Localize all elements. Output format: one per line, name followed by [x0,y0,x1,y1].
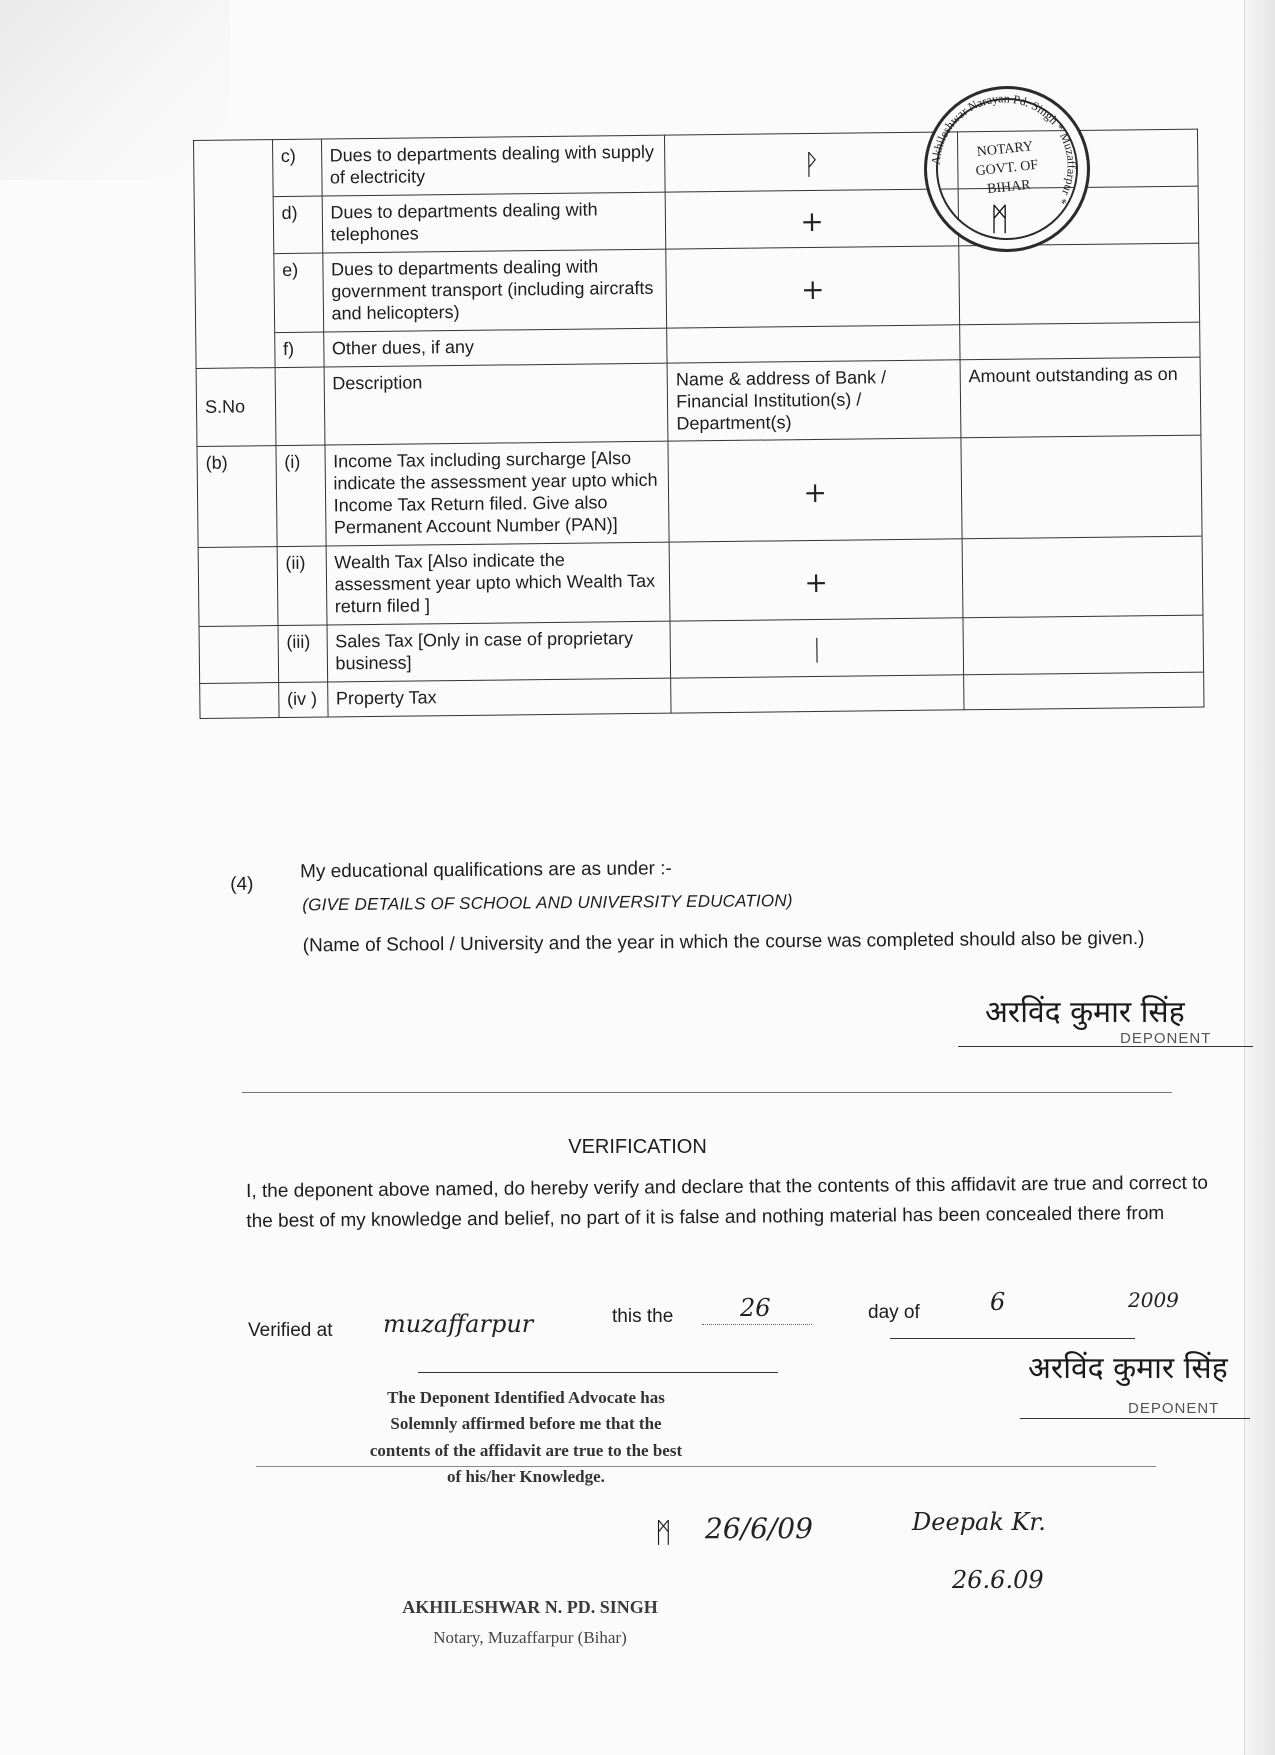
table-header-row [196,357,1201,447]
table-cell-blank [194,140,275,369]
advocate-signature: Deepak Kr. [912,1508,1046,1536]
verified-at-label: Verified at [248,1320,333,1341]
stamp-line-govt: GOVT. OF [974,157,1039,180]
row-bank-cell [669,539,963,621]
row-amount-cell [961,436,1202,540]
row-description: Wealth Tax [Also indicate the assessment year upto which Wealth Tax return filed ] [326,542,671,625]
row-description: Dues to departments dealing with telephones [322,192,666,253]
header-amount: Amount outstanding as on [960,357,1201,439]
row-sno [200,683,279,719]
row-amount-cell [960,322,1201,360]
row-bank-cell [665,189,958,249]
verified-day: 26 [740,1294,771,1322]
verification-line [248,1288,1238,1342]
row-sub-label: e) [273,253,323,332]
row-amount-cell [959,243,1200,325]
row-bank-cell [665,132,958,192]
place-line [418,1372,778,1373]
table-row [195,243,1200,333]
header-bank: Name & address of Bank / Financial Institution(s) / Department(s) [667,359,961,441]
clause-note: (Name of School / University and the year in which the course was completed should also be given.) [302,928,1145,957]
verified-year: 2009 [1128,1288,1179,1312]
verification-body: I, the deponent above named, do hereby verify and declare that the contents of this affidavit are true and correct to the best of my knowledge and belief, no part of it is false and nothing material has been concealed there from [246,1172,1209,1233]
row-sub-label: d) [273,196,323,253]
stamp-line-bihar: BIHAR [986,177,1032,197]
section-divider [242,1092,1172,1093]
row-bank-cell [667,324,960,362]
row-sno: (b) [197,446,277,548]
row-sub-label: f) [274,332,323,368]
table-row [197,436,1202,548]
table-row [198,536,1203,626]
deponent-label-verification: DEPONENT [1128,1400,1220,1417]
row-amount-cell [963,615,1204,675]
clause-number: (4) [230,873,254,895]
notary-attestation: The Deponent Identified Advocate has Solemnly affirmed before me that the contents of the affidavit are true to the best of his/her Knowledge. [369,1388,683,1487]
row-description: Sales Tax [Only in case of proprietary business] [327,621,671,682]
clause-title: My educational qualifications are as under :- [299,858,672,883]
paper-edge [1244,0,1275,1755]
deponent-label: DEPONENT [1120,1030,1212,1047]
this-the-label: this the [612,1306,674,1327]
notary-signature: ᛗ [655,1516,672,1549]
row-description: Property Tax [327,678,671,717]
handwritten-mark: ᚹ [802,147,820,181]
row-description: Dues to departments dealing with supply of electricity [321,135,665,196]
deponent-signature-verification: अरविंद कुमार सिंह [1028,1351,1228,1386]
row-sub-label: (iii) [278,625,328,682]
date-line [890,1338,1135,1339]
notary-name: AKHILESHWAR N. PD. SINGH [402,1597,658,1617]
education-clause [230,853,1230,957]
stamp-ring-textpath: Akhileshwar Narayan Pd. Singh * Muzaffarpur * [928,91,1079,207]
row-description: Income Tax including surcharge [Also indicate the assessment year upto which Income Tax Return filed. Give also Permanent Account Number (PAN)] [325,442,670,547]
row-sno [198,547,278,627]
header-blank [275,367,325,446]
row-amount-cell [962,536,1203,618]
row-description: Dues to departments dealing with government transport (including aircrafts and helicopters) [322,249,667,332]
row-sub-label: (ii) [277,546,327,625]
handwritten-mark: + [800,204,824,238]
header-sno: S.No [196,367,276,447]
row-sub-label: c) [272,139,322,196]
stamp-center [960,137,1053,203]
verified-place: muzaffarpur [383,1310,534,1338]
deponent-signature: अरविंद कुमार सिंह [985,995,1185,1030]
row-description: Other dues, if any [323,328,667,367]
row-bank-cell [668,438,962,542]
row-sub-label: (iv ) [278,682,327,718]
row-amount-cell [963,672,1204,710]
row-bank-cell [670,618,963,678]
handwritten-mark: ᛁ [808,633,826,668]
notary-date: 26/6/09 [705,1512,813,1545]
row-bank-cell [671,675,964,713]
signature-line [1020,1418,1250,1419]
verification-heading: VERIFICATION [568,1136,707,1158]
header-description: Description [324,363,669,446]
day-of-label: day of [868,1302,920,1323]
stamp-initial-signature: ᛗ [990,200,1010,238]
clause-instruction: (GIVE DETAILS OF SCHOOL AND UNIVERSITY EDUCATION) [302,891,793,915]
verified-month: 6 [990,1288,1006,1316]
row-sub-label: (i) [276,446,326,547]
stamp-line-notary: NOTARY [976,139,1034,161]
handwritten-mark: + [800,272,825,306]
notary-place: Notary, Muzaffarpur (Bihar) [433,1628,627,1647]
row-sno [199,626,278,684]
handwritten-mark: + [804,565,829,600]
handwritten-mark: + [803,476,827,510]
advocate-date: 26.6.09 [952,1566,1044,1594]
row-bank-cell [666,246,960,328]
